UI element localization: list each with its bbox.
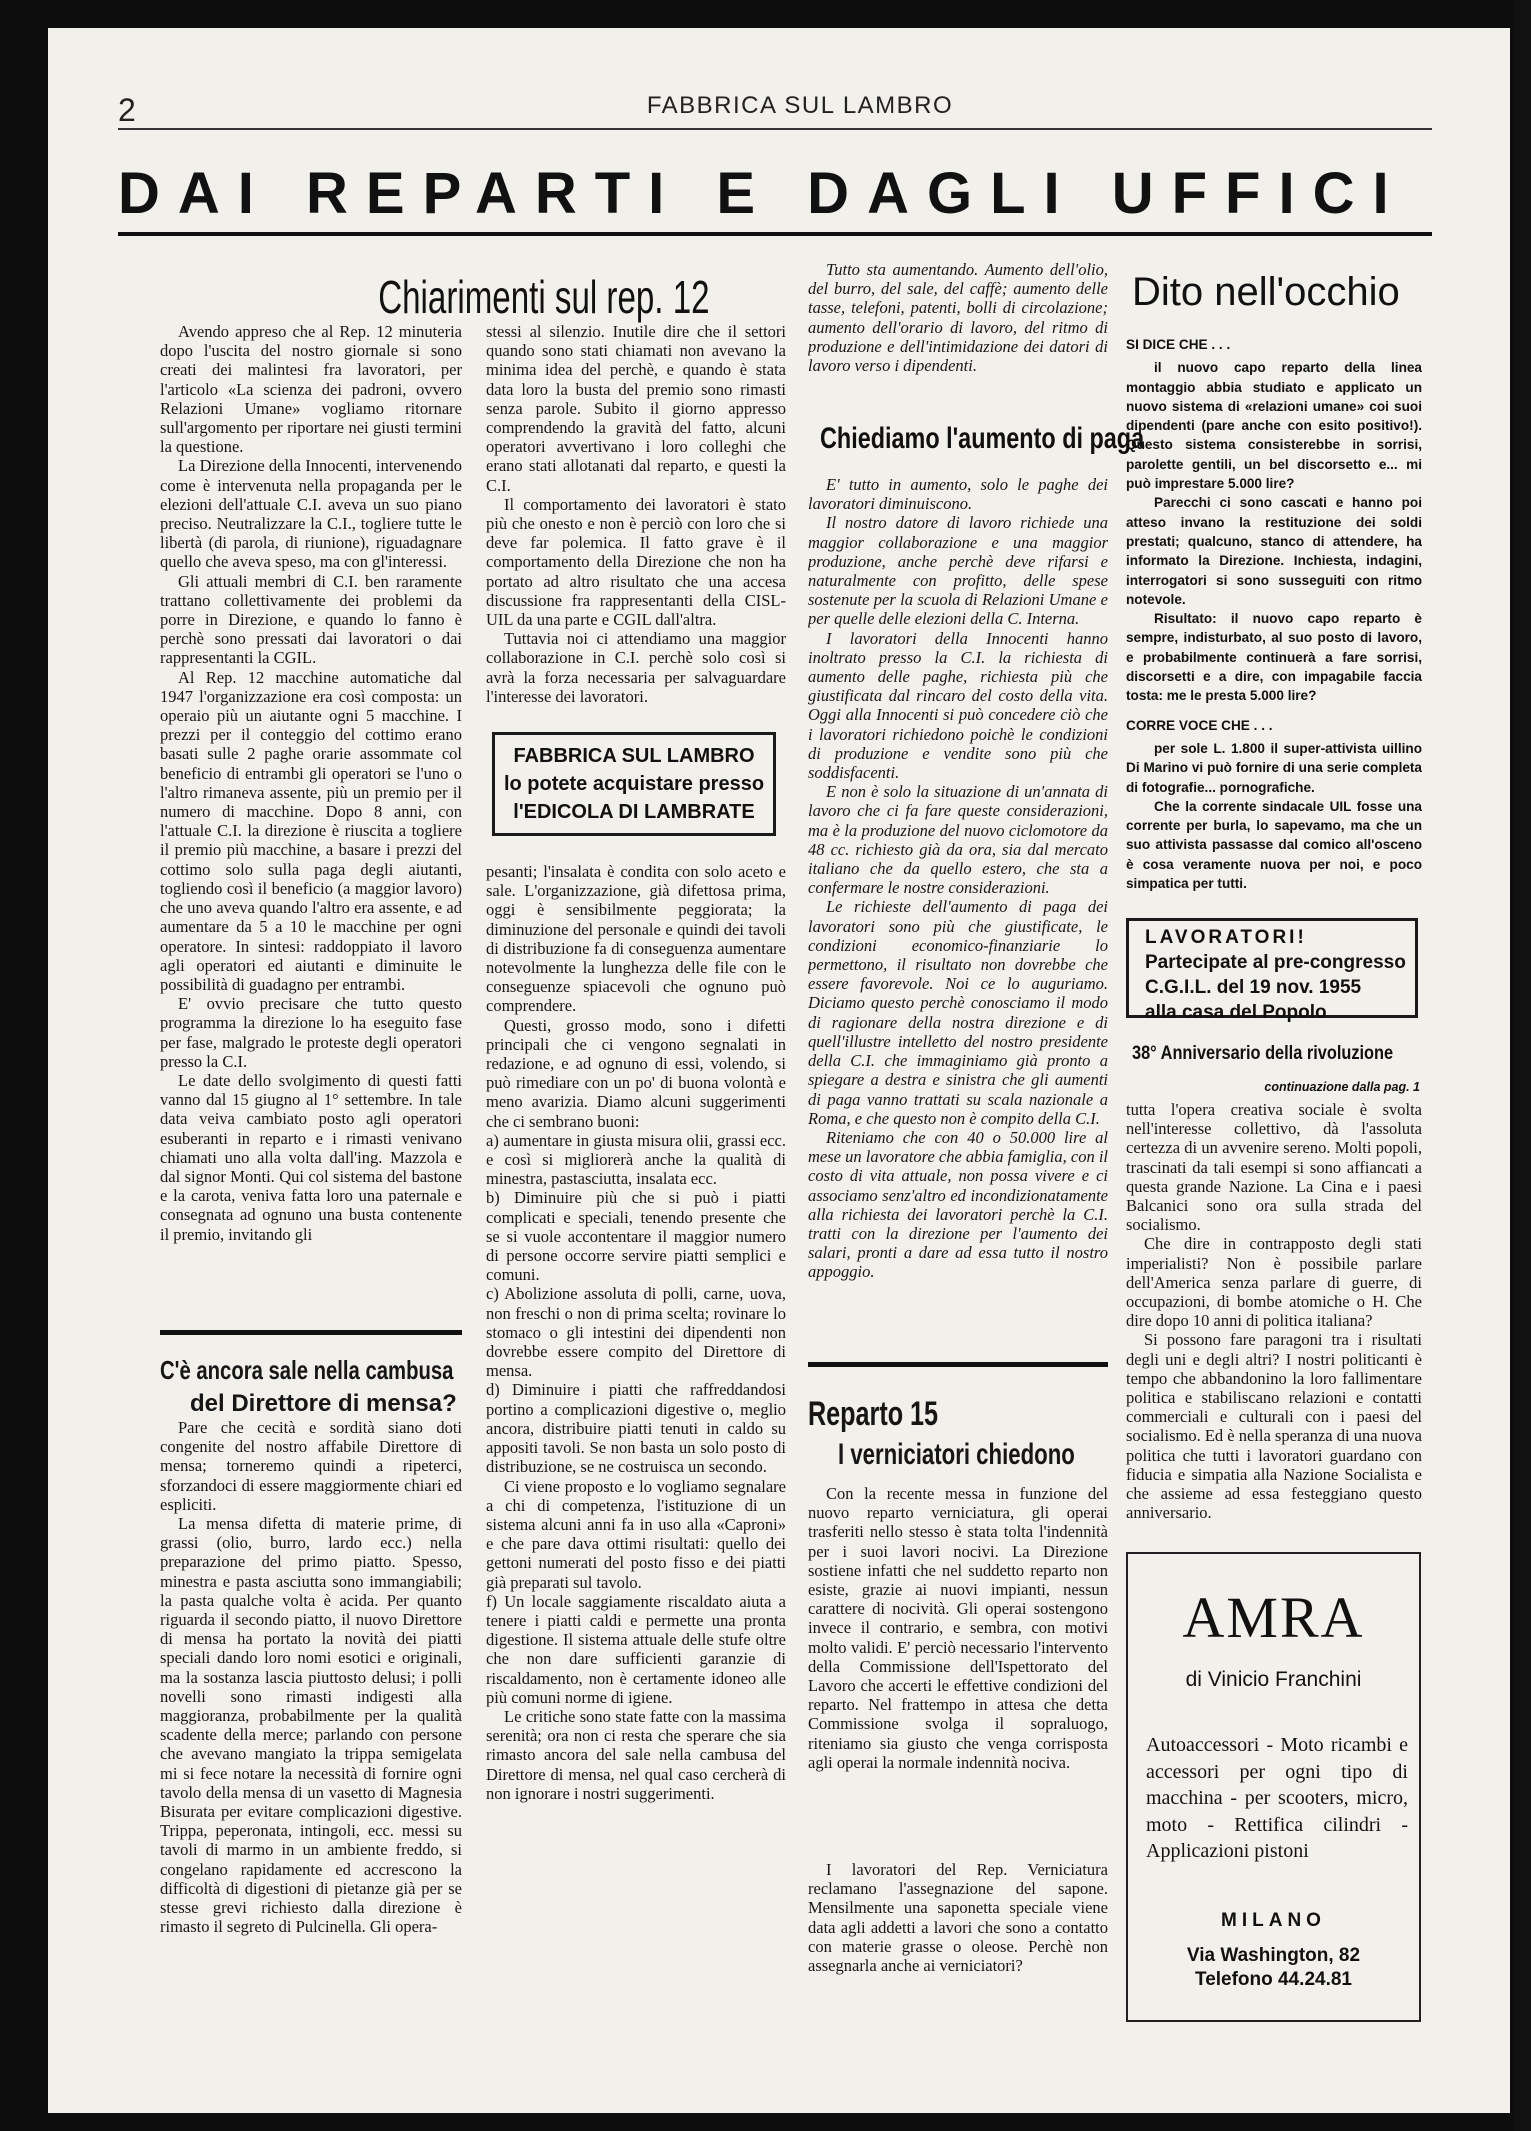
reparto15-column	[808, 1484, 1108, 1854]
aumento-intro	[808, 260, 1108, 400]
paragraph: E' ovvio precisare che tutto questo programma la direzione lo ha eseguito fase per fase, malgrado le proteste degli operatori presso la C.I.	[160, 994, 462, 1071]
promo-line: lo potete acquistare presso	[503, 773, 765, 795]
banner-rule	[118, 232, 1432, 236]
aumento-column	[808, 475, 1108, 1355]
paragraph: il nuovo capo reparto della linea montaggio abbia studiato e applicato un nuovo sistema di «relazioni umane» coi suoi dipendenti (pare anche con esito positivo!). Questo sistema consisterebbe in sorrisi, parolette gentili, un bel discorsetto e... mi può imprestare 5.000 lire?	[1126, 360, 1422, 492]
paragraph: Le critiche sono state fatte con la massima serenità; ora non ci resta che sperare che sia rimasto ancora del sale nella cambusa del Direttore di mensa, nel qual caso cercherà di non ignorare i nostri suggerimenti.	[486, 1706, 786, 1803]
paragraph: per sole L. 1.800 il super-attivista uillino Di Marino vi può fornire di una serie completa di fotografie... pornografiche.	[1126, 740, 1422, 795]
header-rule	[118, 128, 1432, 130]
amra-phone: Telefono 44.24.81	[1195, 1969, 1352, 1990]
dito-column	[1126, 325, 1422, 893]
sale-cambusa-subtitle: del Direttore di mensa?	[190, 1390, 457, 1417]
sale-cambusa-title: C'è ancora sale nella cambusa	[160, 1355, 454, 1385]
reparto15-headline	[808, 1395, 1108, 1472]
section-banner: DAI REPARTI E DAGLI UFFICI	[118, 161, 1407, 226]
paragraph: La mensa difetta di materie prime, di grassi (olio, burro, lardo ecc.) nella preparazione del primo piatto. Spesso, minestra e pasta asciutta sono immangiabili; la pasta qualche volta è acida. Per quanto riguarda il secondo piatto, il nuovo Direttore di mensa ha portato la novità dei piatti speciali dando loro nomi esotici e originali, ma la sostanza lascia piuttosto delusi; i polli novelli sono rimasti indigesti alla maggioranza, probabilmente per la qualità scadente della merce; parlando con persone che avevano mangiato la trippa semigelata mi si fece notare la necessità di fornire ogni tavolo della mensa di un vasetto di Magnesia Bisurata per evitare complicazioni digestive. Trippa, peperonata, intingoli, ecc. messi su tavoli di marmo in un ambiente freddo, si congelano rapidamente ed accrescono la difficoltà di digestioni di pietanze già per se stesse grevi richiesto dalla direzione è rimasto il segreto di Pulcinella. Gli opera-	[160, 1514, 462, 1937]
amra-address: Via Washington, 82	[1186, 1945, 1361, 1966]
lavoratori-line: Partecipate al pre-congresso	[1145, 952, 1406, 973]
dito-label: SI DICE CHE . . .	[1126, 337, 1231, 352]
paragraph: Pare che cecità e sordità siano doti congenite del nostro affabile Direttore di mensa; torneremo quindi a ripeterci, sforzandoci di essere maggiormente chiari ed espliciti.	[160, 1418, 462, 1514]
paragraph: Il comportamento dei lavoratori è stato più che onesto e non è perciò con loro che si deve far polemica. Il fatto grave è il comportamento della Direzione che non ha portato ad altro risultato che una accesa discussione fra rappresentanti della CISL-UIL da una parte e CGIL dall'altra.	[486, 494, 786, 630]
paragraph: pesanti; l'insalata è condita con solo aceto e sale. L'organizzazione, già difettosa prima, oggi è sensibilmente peggiorata; la diminuzione del personale e quindi dei tavoli di distribuzione fa di conseguenza aumentare notevolmente la lunghezza delle file con le conseguenze spiacevoli che ognuno può comprendere.	[486, 862, 786, 1016]
paragraph: Questi, grosso modo, sono i difetti principali che ci vengono segnalati in redazione, e ad ognuno di essi, volendo, si può rimediare con un po' di buona volontà e meno avarizia. Diamo alcuni suggerimenti che ci sembrano buoni:	[486, 1015, 786, 1131]
lavoratori-line: LAVORATORI!	[1145, 927, 1307, 948]
amra-description: Autoaccessori - Moto ricambi e accessori per ogni tipo di macchina - per scooters, micro, moto - Rettifica cilindri - Applicazioni pistoni	[1146, 1734, 1408, 1862]
paragraph: E non è solo la situazione di un'annata di lavoro che ci fa fare queste considerazioni, ma è la produzione del nuovo ciclomotore da 48 cc. richiesto già da ora, sia dal mercato italiano che da quello estero, che sta a confermare le nostre considerazioni.	[808, 782, 1108, 898]
amra-city: MILANO	[1221, 1910, 1326, 1931]
anniversario-column	[1126, 1100, 1422, 1530]
paragraph: E' tutto in aumento, solo le paghe dei lavoratori diminuiscono.	[808, 475, 1108, 514]
paragraph: Al Rep. 12 macchine automatiche dal 1947 l'organizzazione era così composta: un operaio più un aiutante ogni 5 macchine. I prezzi per il conteggio del cottimo erano basati sulle 2 paghe orarie assommate col beneficio di entrambi gli operatori se l'uno o l'altro rimaneva assente, più un premio per il numero di macchine. Dopo 8 anni, con l'attuale C.I. la direzione è riuscita a togliere il premio più macchine, a basare i prezzi del cottimo solo sulla paga degli aiutanti, togliendo così il beneficio (a maggior lavoro) che uno aveva quando l'altro era assente, e ad aumentare da 5 a 10 le macchine per ogni operatore. In sintesi: raddoppiato il lavoro agli operatori ed aiutanti e diminuite le possibilità di guadagno per entrambi.	[160, 667, 462, 994]
paragraph: Avendo appreso che al Rep. 12 minuteria dopo l'uscita del nostro giornale si sono creati dei malintesi fra lavoratori, per l'articolo «La scienza dei padroni, ovvero Relazioni Umane» vogliamo ritornare sull'argomento per riportare nei giusti termini la questione.	[160, 322, 462, 457]
paragraph: Gli attuali membri di C.I. ben raramente trattano collettivamente dei problemi da porre in Direzione, e quando lo fanno è perchè sono pressati dai lavoratori o dai rappresentanti la CGIL.	[160, 571, 462, 668]
dito-title: Dito nell'occhio	[1132, 270, 1400, 314]
chiarimenti-column-1	[160, 322, 462, 1322]
paragraph: I lavoratori della Innocenti hanno inoltrato presso la C.I. la richiesta di aumento delle paghe, richiesta più che giustificata dal rincaro del costo della vita. Oggi alla Innocenti si può concedere ciò che i lavoratori richiedono poichè le condizioni di produzione e vendite sono più che soddisfacenti.	[808, 628, 1108, 783]
suggestion-a: a) aumentare in giusta misura olii, grassi ecc. e così si migliorerà anche la qualità di minestra, pastasciutta, insalata ecc.	[486, 1130, 786, 1189]
reparto15-sapone	[808, 1860, 1108, 2030]
paragraph: Ci viene proposto e lo vogliamo segnalare a chi di competenza, l'istituzione di un sistema alcuni anni fa in uso alla «Caproni» e che pare dava ottimi risultati: quello dei gettoni numerati del posto fisso e dei piatti già preparati sul tavolo.	[486, 1476, 786, 1592]
promo-line: l'EDICOLA DI LAMBRATE	[513, 801, 755, 823]
section-rule	[808, 1362, 1108, 1367]
paragraph: tutta l'opera creativa sociale è svolta nell'interesse collettivo, dà l'assoluta certezza di un avvenire sereno. Molti popoli, trascinati da tali esempi si sono affiancati a questa grande Nazione. La Cina e i paesi Balcanici sono ora sulla strada del socialismo.	[1126, 1100, 1422, 1235]
promo-box-edicola	[492, 732, 776, 836]
paragraph: I lavoratori del Rep. Verniciatura reclamano l'assegnazione del sapone. Mensilmente una saponetta speciale viene data agli addetti a lavori che sono a contatto con materie grasse o oleose. Perchè non assegnarla anche ai verniciatori?	[808, 1860, 1108, 1976]
sale-cambusa-headline	[160, 1355, 470, 1418]
anniversario-title: 38° Anniversario della rivoluzione	[1132, 1043, 1394, 1064]
paragraph: Tutto sta aumentando. Aumento dell'olio, del burro, del sale, del caffè; aumento delle tasse, telefoni, patenti, bolli di circolazione; aumento dell'orario di lavoro, del ritmo di produzione e dell'intimidazione dei datori di lavoro verso i dipendenti.	[808, 260, 1108, 376]
amra-advertisement	[1126, 1552, 1421, 2022]
paragraph: Tuttavia noi ci attendiamo una maggior collaborazione in C.I. perchè solo così si avrà la forza necessaria per salvaguardare l'interesse dei lavoratori.	[486, 629, 786, 706]
amra-address-block	[1128, 1944, 1419, 1992]
reparto15-subtitle: I verniciatori chiedono	[838, 1438, 1075, 1471]
newspaper-title: FABBRICA SUL LAMBRO	[646, 92, 954, 119]
suggestion-b: b) Diminuire più che si può i piatti complicati e speciali, tenendo presente che se si vuole accontentare il maggior numero di persone occorre servire piatti semplici e comuni.	[486, 1188, 786, 1285]
paragraph: Si possono fare paragoni tra i risultati degli uni e degli altri? I nostri politicanti è tempo che abbandonino la loro fallimentare politica e stabiliscano relazioni e contatti commerciali e culturali con i paesi del socialismo. Ed è nella speranza di una nuova politica che tutti i lavoratori guardano con fiducia e simpatia alla Nazione Socialista e che assieme ad essa festeggiano questo anniversario.	[1126, 1330, 1422, 1523]
sale-cambusa-column-2	[486, 862, 786, 2028]
paragraph: Le richieste dell'aumento di paga dei lavoratori sono più che giustificate, le condizioni economico-finanziarie lo permettono, il risultato non dovrebbe che essere favorevole. Noi ce lo auguriamo. Diciamo questo perchè conosciamo il modo di ragionare della nostra direzione e di quell'illustre intelletto del nostro presidente della C.I. che immaginiamo già pronto a spiegare a destra e sinistra che gli aumenti di paga vanno trattati su scala nazionale a Roma, e che questo non è compito della C.I.	[808, 897, 1108, 1128]
lavoratori-line: C.G.I.L. del 19 nov. 1955	[1145, 977, 1362, 998]
paragraph: stessi al silenzio. Inutile dire che il settori quando sono stati chiamati non avevano la minima idea del perchè, e quando è stata data loro la busta del premio sono rimasti senza parole. Subito il giorno appresso comprendendo la gravità del fatto, alcuni operatori avvertivano i loro colleghi che erano stati allotanati dal reparto, e questi la C.I.	[486, 322, 786, 495]
paragraph: La Direzione della Innocenti, intervenendo come è intervenuta nella propaganda per le elezioni dell'attuale C.I. aveva un suo piano preciso. Neutralizzare la C.I., togliere tutte le libertà (di parola, di riunione), riguadagnare quello che aveva speso, ma con gl'interessi.	[160, 456, 462, 572]
aumento-title: Chiediamo l'aumento di paga	[820, 422, 1145, 455]
promo-line: FABBRICA SUL LAMBRO	[513, 745, 755, 767]
amra-owner: di Vinicio Franchini	[1185, 1668, 1362, 1691]
suggestion-f: f) Un locale saggiamente riscaldato aiuta a tenere i piatti caldi e permette una pronta digestione. Il sistema attuale delle stufe oltre che non dare sufficienti garanzie di riscaldamento, non è certamente idoneo alle più comuni norme di igiene.	[486, 1591, 786, 1707]
suggestion-d: d) Diminuire i piatti che raffreddandosi portino a complicazioni digestive o, meglio ancora, distribuire piatti tenuti in caldo su appositi tavoli. Se non basta un solo posto di distribuzione, se ne costruisca un secondo.	[486, 1380, 786, 1477]
chiarimenti-title: Chiarimenti sul rep. 12	[378, 271, 710, 323]
suggestion-c: c) Abolizione assoluta di polli, carne, uova, non freschi o non di prima scelta; rovinare lo stomaco o gli intestini dei dipendenti non dovrebbe essere compito del Direttore di mensa.	[486, 1284, 786, 1381]
sale-cambusa-column-1	[160, 1418, 462, 2028]
continuation-note: continuazione dalla pag. 1	[1264, 1080, 1420, 1094]
lavoratori-line: alla casa del Popolo	[1145, 1002, 1327, 1023]
scan-border	[1513, 0, 1531, 2131]
paragraph: Le date dello svolgimento di questi fatti vanno dal 15 giugno al 1° settembre. In tale data veiva cambiato posto agli operatori esuberanti in reparto e i rimasti venivano chiamati uno alla volta dall'ing. Mazzola e dal signor Monti. Qui col sistema del bastone e la carota, veniva fatta loro una paternale e consegnata ad ognuno una busta contenente il premio, invitando gli	[160, 1070, 462, 1244]
paragraph: Che la corrente sindacale UIL fosse una corrente per burla, lo sapevamo, ma che un suo attivista passasse dal comico all'osceno è cosa veramente nuova per noi, e poco simpatica per tutti.	[1126, 798, 1422, 892]
amra-name: AMRA	[1182, 1585, 1365, 1650]
chiarimenti-column-2	[486, 322, 786, 717]
paragraph: Riteniamo che con 40 o 50.000 lire al mese un lavoratore che abbia famiglia, con il costo di vita attuale, non possa vivere e ci associamo senz'altro ed incondizionatamente alla richiesta dei lavoratori perchè la C.I. tratti con la direzione per l'aumento dei salari, pronti a dare ad essa tutto il nostro appoggio.	[808, 1127, 1108, 1282]
paragraph: Che dire in contrapposto degli stati imperialisti? Non è possibile parlare dell'America senza parlare di guerre, di occupazioni, di bombe atomiche o H. Che dire dopo 10 anni di politica italiana?	[1126, 1234, 1422, 1331]
page-number: 2	[118, 92, 136, 128]
reparto15-title: Reparto 15	[808, 1395, 939, 1433]
lavoratori-box	[1126, 918, 1418, 1023]
section-rule	[160, 1330, 462, 1335]
paragraph: Con la recente messa in funzione del nuovo reparto verniciatura, gli operai trasferiti nello stesso è stata tolta l'indennità per i suoi lavori nocivi. La Direzione sostiene infatti che nel suddetto reparto non esiste, grazie ai nuovi impianti, nessun carattere di nocività. Gli operai sostengono invece il contrario, e sembra, con motivi molto validi. E' perciò necessario l'intervento della Commissione dell'Ispettorato del Lavoro che accerti le effettive condizioni del reparto. Nel frattempo in attesa che detta Commissione svolga il sopraluogo, riteniamo sia giusto che venga corrisposta agli operai la normale indennità nociva.	[808, 1484, 1108, 1772]
paragraph: Risultato: il nuovo capo reparto è sempre, indisturbato, al suo posto di lavoro, e probabilmente continuerà a fare sorrisi, discorsetti e a dire, con impagabile faccia tosta: me le presta 5.000 lire?	[1126, 611, 1422, 704]
paragraph: Il nostro datore di lavoro richiede una maggior collaborazione e una maggior produzione, anche perchè deve rifarsi e naturalmente con profitto, delle spese sostenute per la scuola di Relazioni Umane e per quelle delle elezioni della C. Interna.	[808, 513, 1108, 629]
dito-label: CORRE VOCE CHE . . .	[1126, 717, 1273, 733]
paragraph: Parecchi ci sono cascati e hanno poi atteso invano la restituzione dei soldi prestati; qualcuno, stanco di attendere, ha informato la Direzione. Inchiesta, indagini, interrogatori si sono susseguiti con ritmo notevole.	[1126, 495, 1422, 607]
